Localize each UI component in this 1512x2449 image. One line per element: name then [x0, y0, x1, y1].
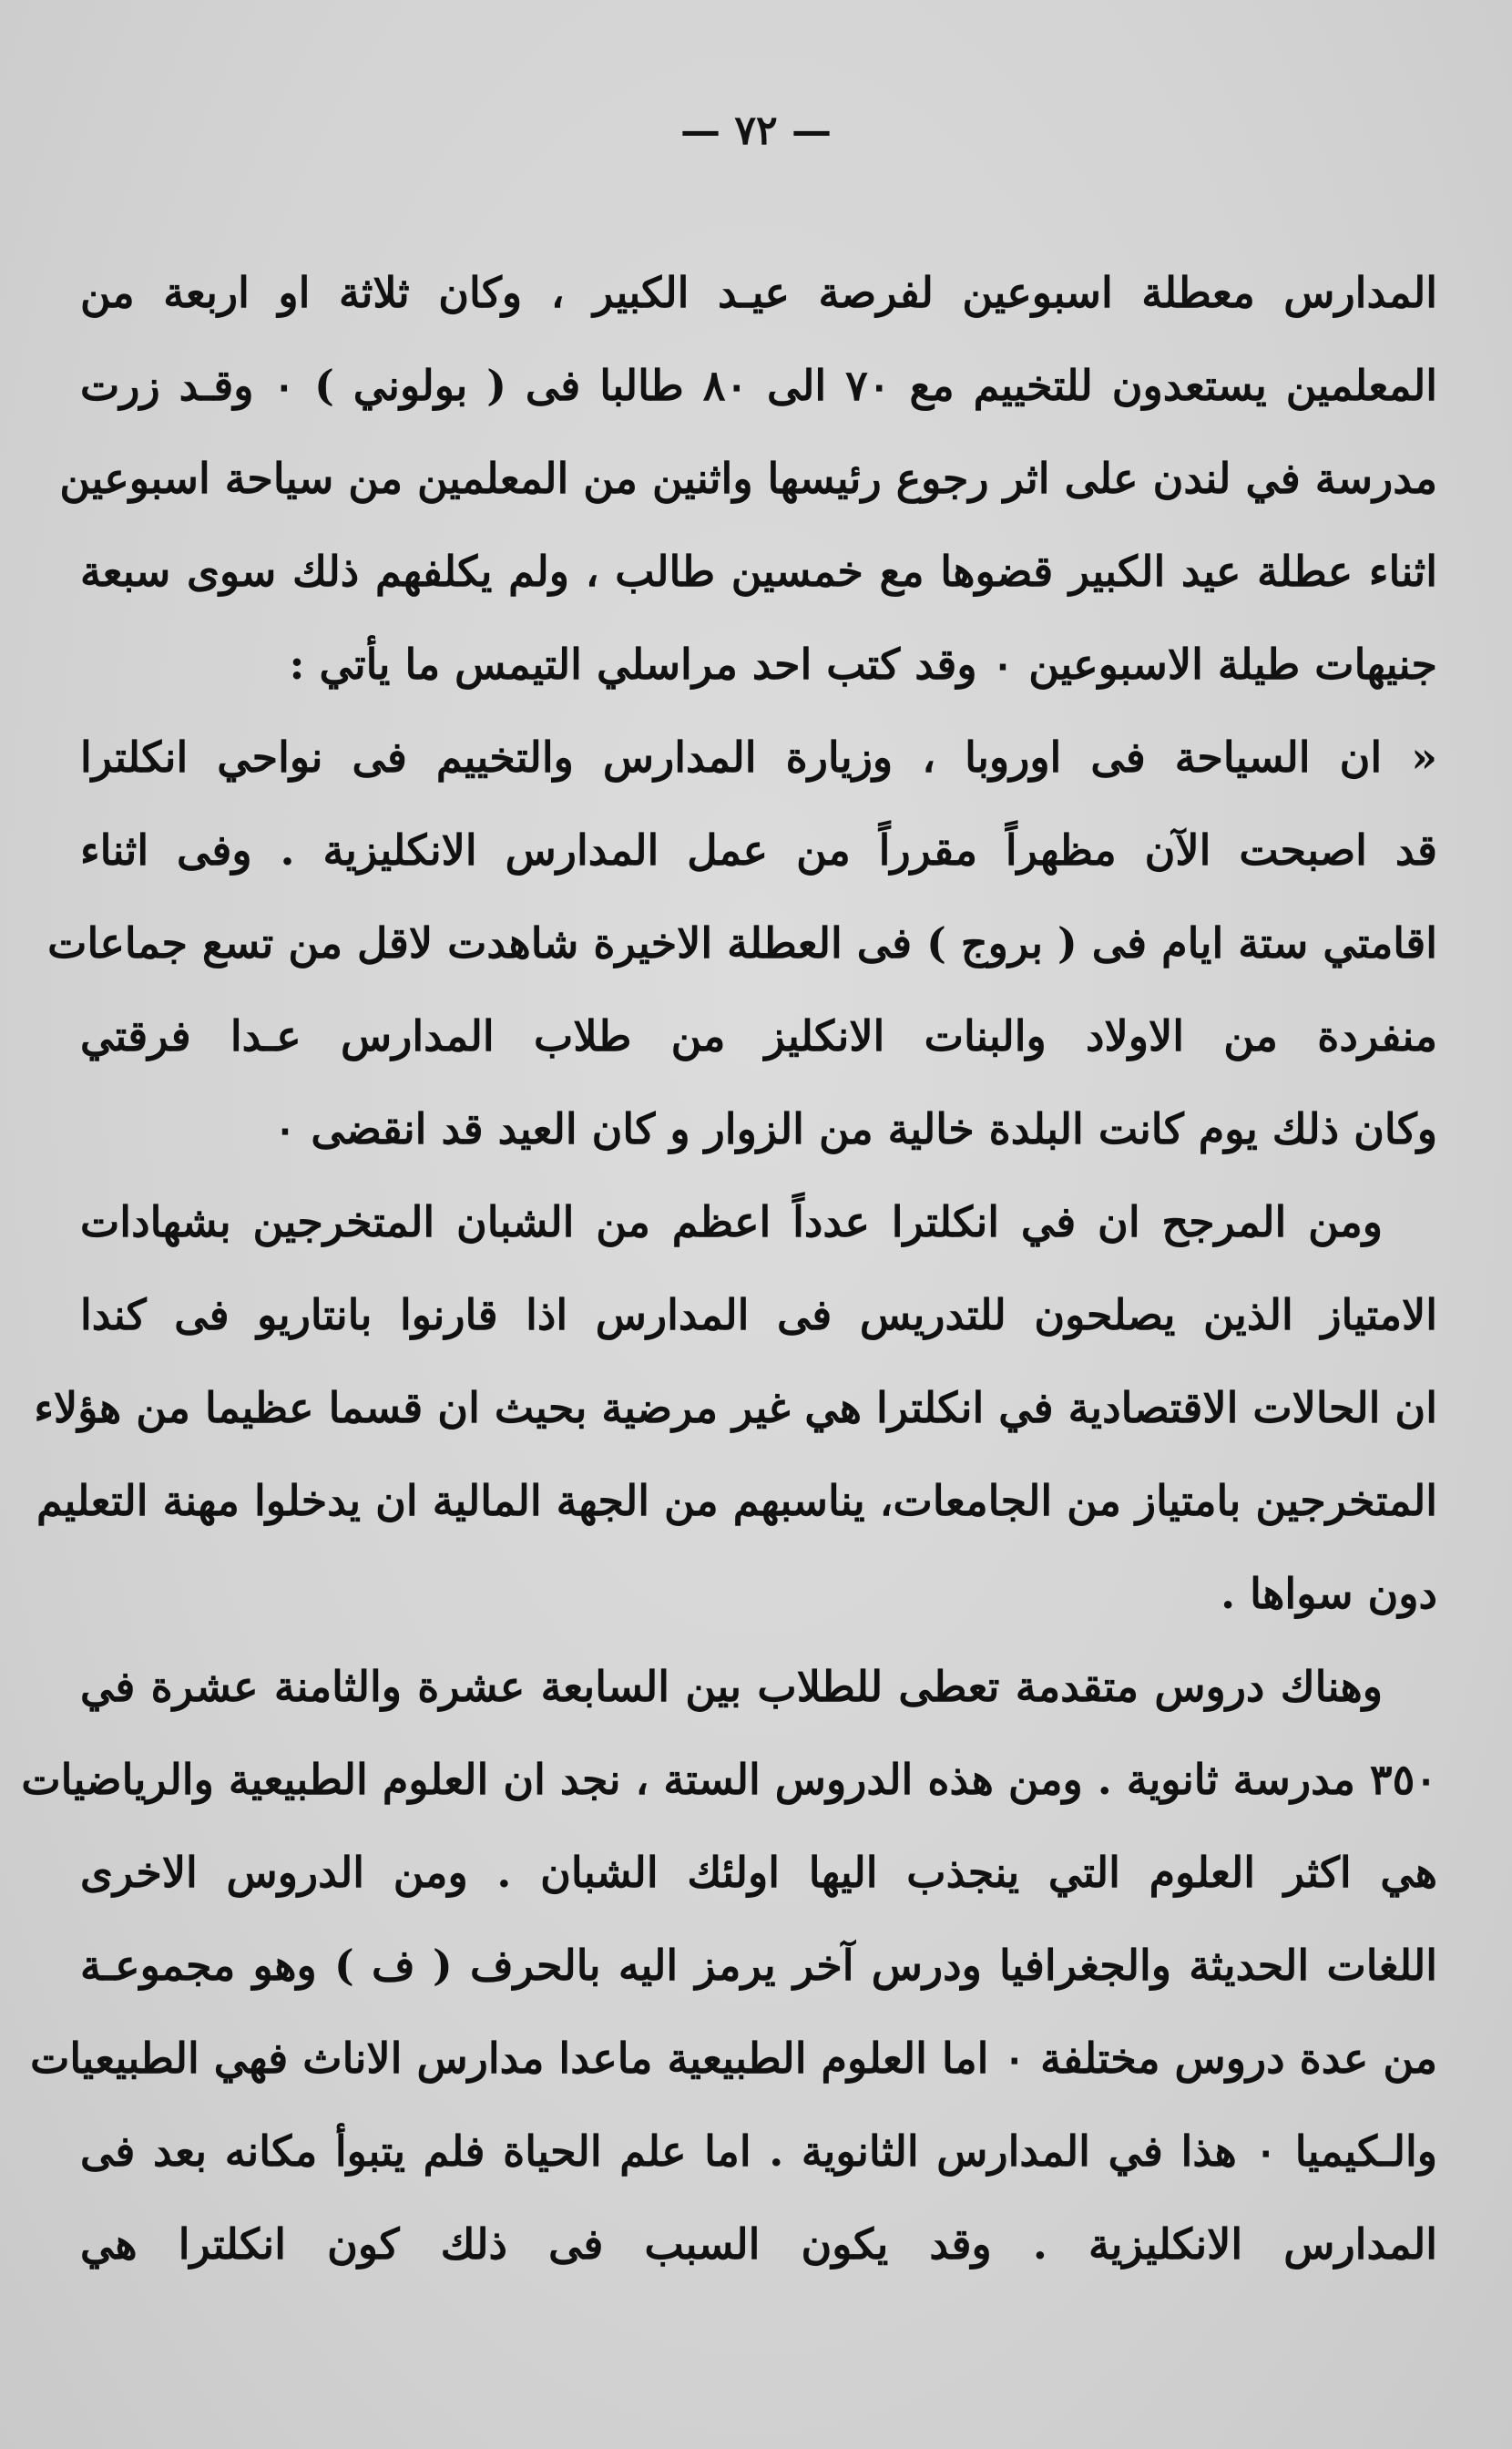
text-line-2: المعلمين يستعدون للتخييم مع ٧٠ الى ٨٠ طالبا فى ( بولوني ) ٠ وقـد زرت	[80, 361, 1437, 410]
body-text	[21, 246, 1437, 2290]
text-line-17: ٣٥٠ مدرسة ثانوية . ومن هذه الدروس الستة ، نجد ان العلوم الطبيعية والرياضيات	[21, 1755, 1437, 1804]
text-line-11: ومن المرجح ان في انكلترا عدداً اعظم من الشبان المتخرجين بشهادات	[80, 1197, 1383, 1246]
text-line-16: وهناك دروس متقدمة تعطى للطلاب بين السابعة عشرة والثامنة عشرة في	[80, 1662, 1383, 1711]
text-line-22: المدارس الانكليزية . وقد يكون السبب فى ذلك كون انكلترا هي	[80, 2219, 1437, 2269]
text-line-7: قد اصبحت الآن مظهراً مقرراً من عمل المدارس الانكليزية . وفى اثناء	[80, 825, 1437, 875]
text-line-3: مدرسة في لندن على اثر رجوع رئيسها واثنين من المعلمين من سياحة اسبوعين	[59, 454, 1437, 503]
text-line-6: « ان السياحة فى اوروبا ، وزيارة المدارس والتخييم فى نواحي انكلترا	[80, 733, 1437, 782]
page-number: — ٧٢ —	[680, 108, 832, 154]
text-line-4: اثناء عطلة عيد الكبير قضوها مع خمسين طالب ، ولم يكلفهم ذلك سوى سبعة	[80, 547, 1437, 596]
text-line-5: جنيهات طيلة الاسبوعين ٠ وقد كتب احد مراسلي التيمس ما يأتي :	[289, 640, 1437, 689]
text-line-19: اللغات الحديثة والجغرافيا ودرس آخر يرمز اليه بالحرف ( ف ) وهو مجموعـة	[80, 1941, 1437, 1990]
text-line-10: وكان ذلك يوم كانت البلدة خالية من الزوار و كان العيد قد انقضى ٠	[273, 1104, 1437, 1153]
text-line-14: المتخرجين بامتياز من الجامعات، يناسبهم من الجهة المالية ان يدخلوا مهنة التعليم	[36, 1476, 1437, 1525]
text-line-13: ان الحالات الاقتصادية في انكلترا هي غير مرضية بحيث ان قسما عظيما من هؤلاء	[34, 1383, 1437, 1432]
text-line-1: المدارس معطلة اسبوعين لفرصة عيـد الكبير ، وكان ثلاثة او اربعة من	[80, 268, 1437, 317]
text-line-15: دون سواها .	[1221, 1569, 1437, 1618]
text-line-9: منفردة من الاولاد والبنات الانكليز من طلاب المدارس عـدا فرقتي	[80, 1011, 1437, 1061]
text-line-20: من عدة دروس مختلفة ٠ اما العلوم الطبيعية ماعدا مدارس الاناث فهي الطبيعيات	[30, 2034, 1437, 2083]
text-line-8: اقامتي ستة ايام فى ( بروج ) فى العطلة الاخيرة شاهدت لاقل من تسع جماعات	[47, 918, 1437, 968]
text-line-12: الامتياز الذين يصلحون للتدريس فى المدارس اذا قارنوا بانتاريو فى كندا	[80, 1290, 1437, 1339]
text-line-21: والـكيميا ٠ هذا في المدارس الثانوية . اما علم الحياة فلم يتبوأ مكانه بعد فى	[80, 2126, 1437, 2176]
text-line-18: هي اكثر العلوم التي ينجذب اليها اولئك الشبان . ومن الدروس الاخرى	[80, 1848, 1437, 1897]
